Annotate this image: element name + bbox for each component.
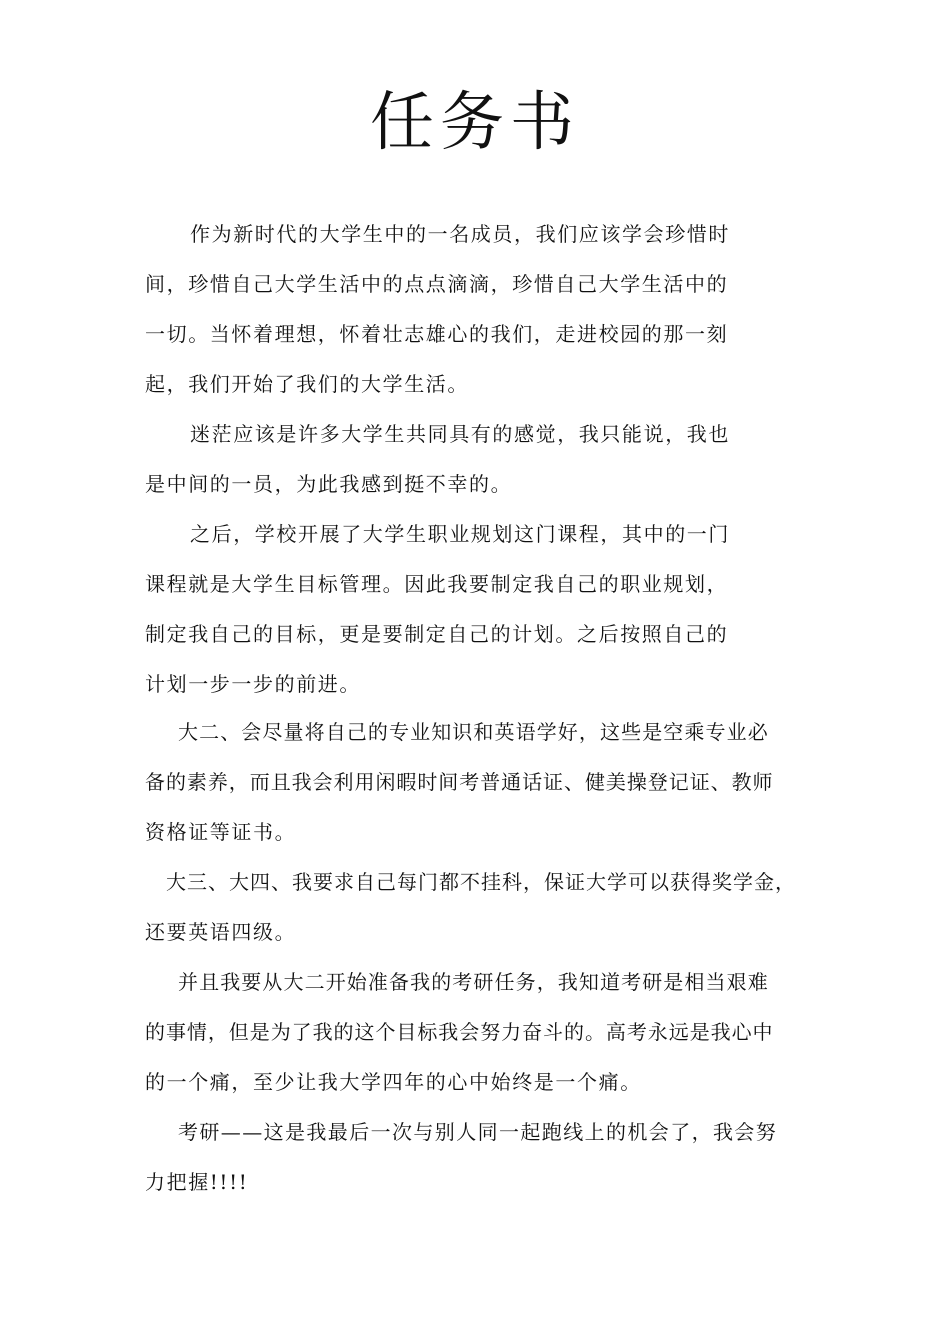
body-line: 课程就是大学生目标管理。因此我要制定我自己的职业规划， xyxy=(145,572,729,596)
document-title: 任务书 xyxy=(370,86,580,160)
body-line: 计划一步一步的前进。 xyxy=(145,672,361,696)
body-line: 间，珍惜自己大学生活中的点点滴滴，珍惜自己大学生活中的 xyxy=(145,272,729,296)
body-line: 迷茫应该是许多大学生共同具有的感觉，我只能说，我也 xyxy=(190,422,730,446)
body-line: 还要英语四级。 xyxy=(145,920,297,944)
body-line: 力把握!!!! xyxy=(145,1170,249,1194)
body-line: 资格证等证书。 xyxy=(145,820,297,844)
body-line: 大三、大四、我要求自己每门都不挂科，保证大学可以获得奖学金， xyxy=(166,870,796,894)
body-line: 是中间的一员，为此我感到挺不幸的。 xyxy=(145,472,513,496)
body-line: 大二、会尽量将自己的专业知识和英语学好，这些是空乘专业必 xyxy=(178,720,769,744)
body-line: 考研——这是我最后一次与别人同一起跑线上的机会了，我会努 xyxy=(178,1120,778,1144)
body-line: 制定我自己的目标，更是要制定自己的计划。之后按照自己的 xyxy=(145,622,729,646)
body-line: 起，我们开始了我们的大学生活。 xyxy=(145,372,469,396)
body-line: 一切。当怀着理想，怀着壮志雄心的我们，走进校园的那一刻 xyxy=(145,322,729,346)
body-line: 之后，学校开展了大学生职业规划这门课程，其中的一门 xyxy=(190,522,730,546)
body-line: 的事情，但是为了我的这个目标我会努力奋斗的。高考永远是我心中 xyxy=(145,1020,774,1044)
body-line: 作为新时代的大学生中的一名成员，我们应该学会珍惜时 xyxy=(190,222,730,246)
body-line: 备的素养，而且我会利用闲暇时间考普通话证、健美操登记证、教师 xyxy=(145,770,774,794)
body-line: 并且我要从大二开始准备我的考研任务，我知道考研是相当艰难 xyxy=(178,970,769,994)
body-line: 的一个痛，至少让我大学四年的心中始终是一个痛。 xyxy=(145,1070,642,1094)
